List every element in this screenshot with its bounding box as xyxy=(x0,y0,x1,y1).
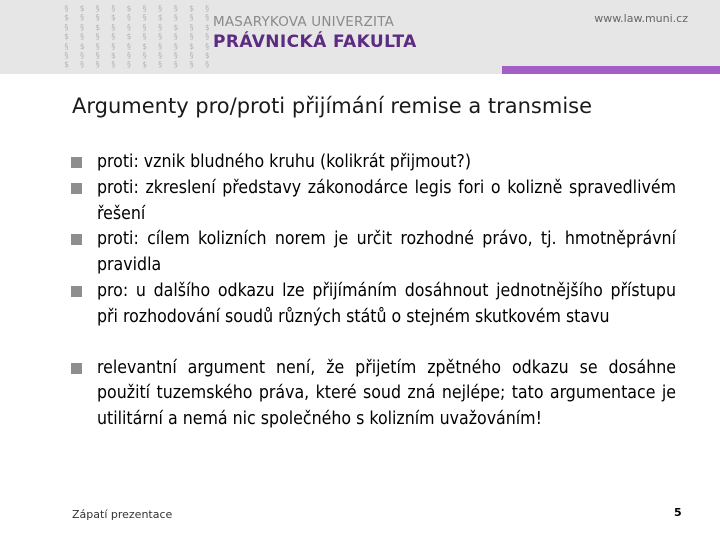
accent-bar xyxy=(502,66,720,74)
bullet-square-icon xyxy=(71,234,82,245)
bullet-square-icon xyxy=(71,157,82,168)
bullet-text: proti: cílem kolizních norem je určit rozhodné právo, tj. hmotněprávní pravidla xyxy=(97,229,676,276)
faculty-name: PRÁVNICKÁ FAKULTA xyxy=(213,32,417,52)
page-number: 5 xyxy=(674,506,682,519)
bullet-square-icon xyxy=(71,183,82,194)
bullet-item xyxy=(70,227,676,279)
bullet-item xyxy=(70,356,676,433)
university-name: MASARYKOVA UNIVERZITA xyxy=(213,14,395,30)
bullet-item xyxy=(70,150,676,176)
paragraph-pattern-logo: § $ § § $ § § § $ § § $ § § $ § § § $ § § § § $ $ § § § $ § § § § $ § § § $ § § § § § $ § § § § $ § § § § $ § § xyxy=(64,4,182,70)
bullet-text: proti: zkreslení představy zákonodárce legis fori o kolizně spravedlivém řešení xyxy=(97,177,676,224)
bullet-item xyxy=(70,176,676,228)
slide-title: Argumenty pro/proti přijímání remise a transmise xyxy=(72,94,593,118)
bullet-item xyxy=(70,279,676,331)
bullet-text: relevantní argument není, že přijetím zpětného odkazu se dosáhne použití tuzemského práva, které soud zná nejlépe; tato argumentace je utilitární a nemá nic společného s kolizním uvažováním! xyxy=(97,357,676,430)
bullet-square-icon xyxy=(71,363,82,374)
bullet-square-icon xyxy=(71,286,82,297)
website-url: www.law.muni.cz xyxy=(594,12,688,25)
bullet-text: proti: vznik bludného kruhu (kolikrát přijmout?) xyxy=(97,152,472,172)
footer-text: Zápatí prezentace xyxy=(72,508,173,521)
bullet-list xyxy=(70,150,676,433)
bullet-text: pro: u dalšího odkazu lze přijímáním dosáhnout jednotnějšího přístupu při rozhodování soudů různých států o stejném skutkovém stavu xyxy=(97,280,676,327)
